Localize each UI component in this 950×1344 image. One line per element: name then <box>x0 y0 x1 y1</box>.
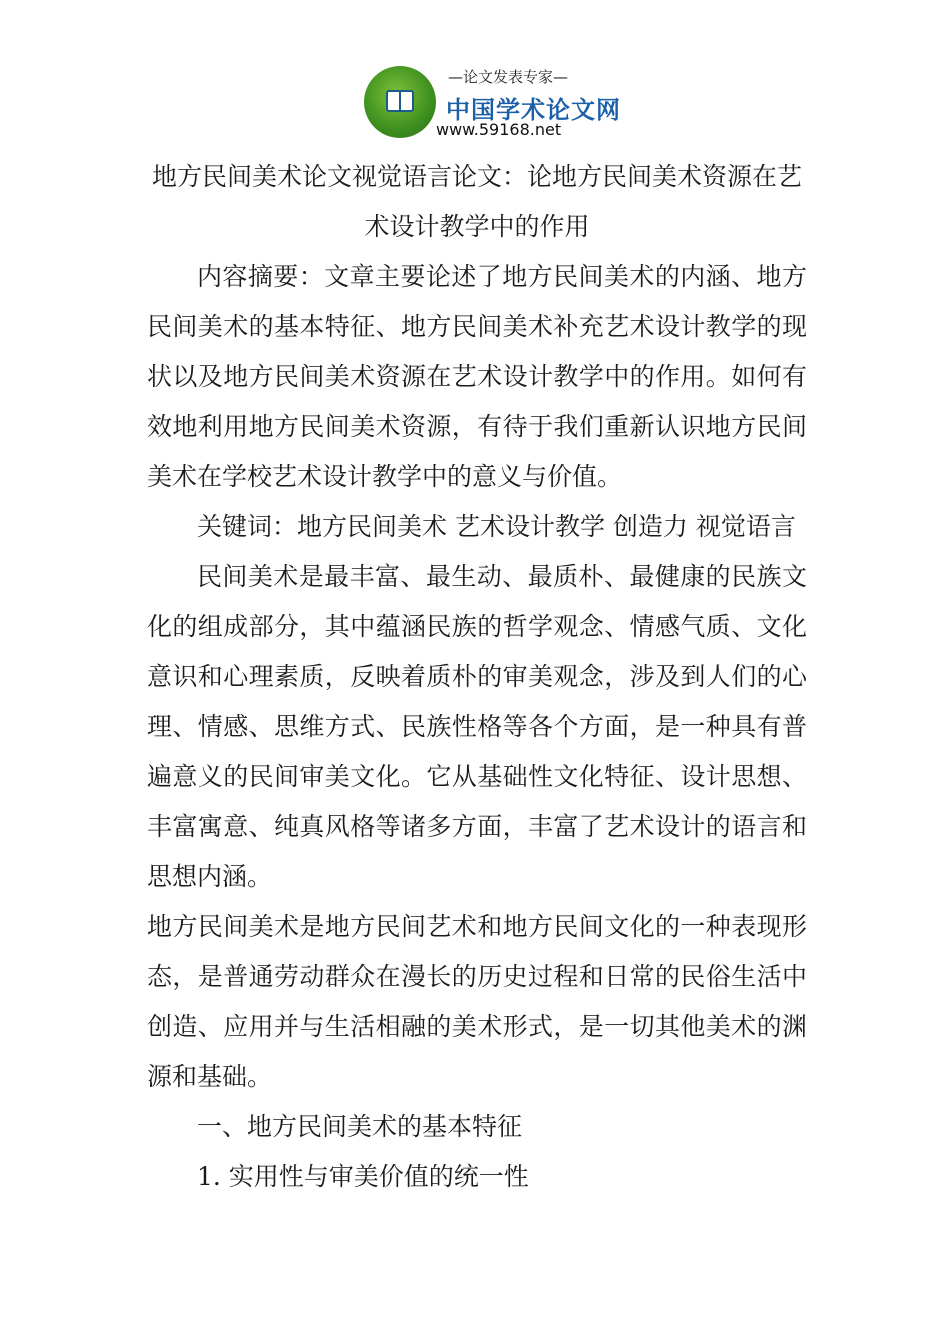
body-paragraph: 地方民间美术是地方民间艺术和地方民间文化的一种表现形态，是普通劳动群众在漫长的历史过程和日常的民俗生活中创造、应用并与生活相融的美术形式，是一切其他美术的渊源和基础。 <box>147 912 807 1091</box>
abstract-paragraph: 内容摘要：文章主要论述了地方民间美术的内涵、地方民间美术的基本特征、地方民间美术补充艺术设计教学的现状以及地方民间美术资源在艺术设计教学中的作用。如何有效地利用地方民间美术资源，有待于我们重新认识地方民间美术在学校艺术设计教学中的意义与价值。 <box>147 262 807 491</box>
subsection-heading: 1. 实用性与审美价值的统一性 <box>197 1162 529 1191</box>
site-logo <box>362 64 621 140</box>
logo-emblem <box>364 66 436 138</box>
body-paragraph: 民间美术是最丰富、最生动、最质朴、最健康的民族文化的组成部分，其中蕴涵民族的哲学观念、情感气质、文化意识和心理素质，反映着质朴的审美观念，涉及到人们的心理、情感、思维方式、民族性格等各个方面，是一种具有普遍意义的民间审美文化。它从基础性文化特征、设计思想、丰富寓意、纯真风格等诸多方面，丰富了艺术设计的语言和思想内涵。 <box>147 562 807 891</box>
section-heading: 一、地方民间美术的基本特征 <box>197 1112 523 1141</box>
logo-tagline: —论文发表专家— <box>448 68 569 86</box>
document-title: 地方民间美术论文视觉语言论文：论地方民间美术资源在艺术设计教学中的作用 <box>151 162 802 241</box>
book-icon <box>386 90 414 112</box>
logo-brand-name: 中国学术论文网 <box>446 96 621 124</box>
logo-url: www.59168.net <box>436 120 562 139</box>
keywords-paragraph: 关键词：地方民间美术 艺术设计教学 创造力 视觉语言 <box>197 512 796 541</box>
document-body <box>147 152 807 1202</box>
